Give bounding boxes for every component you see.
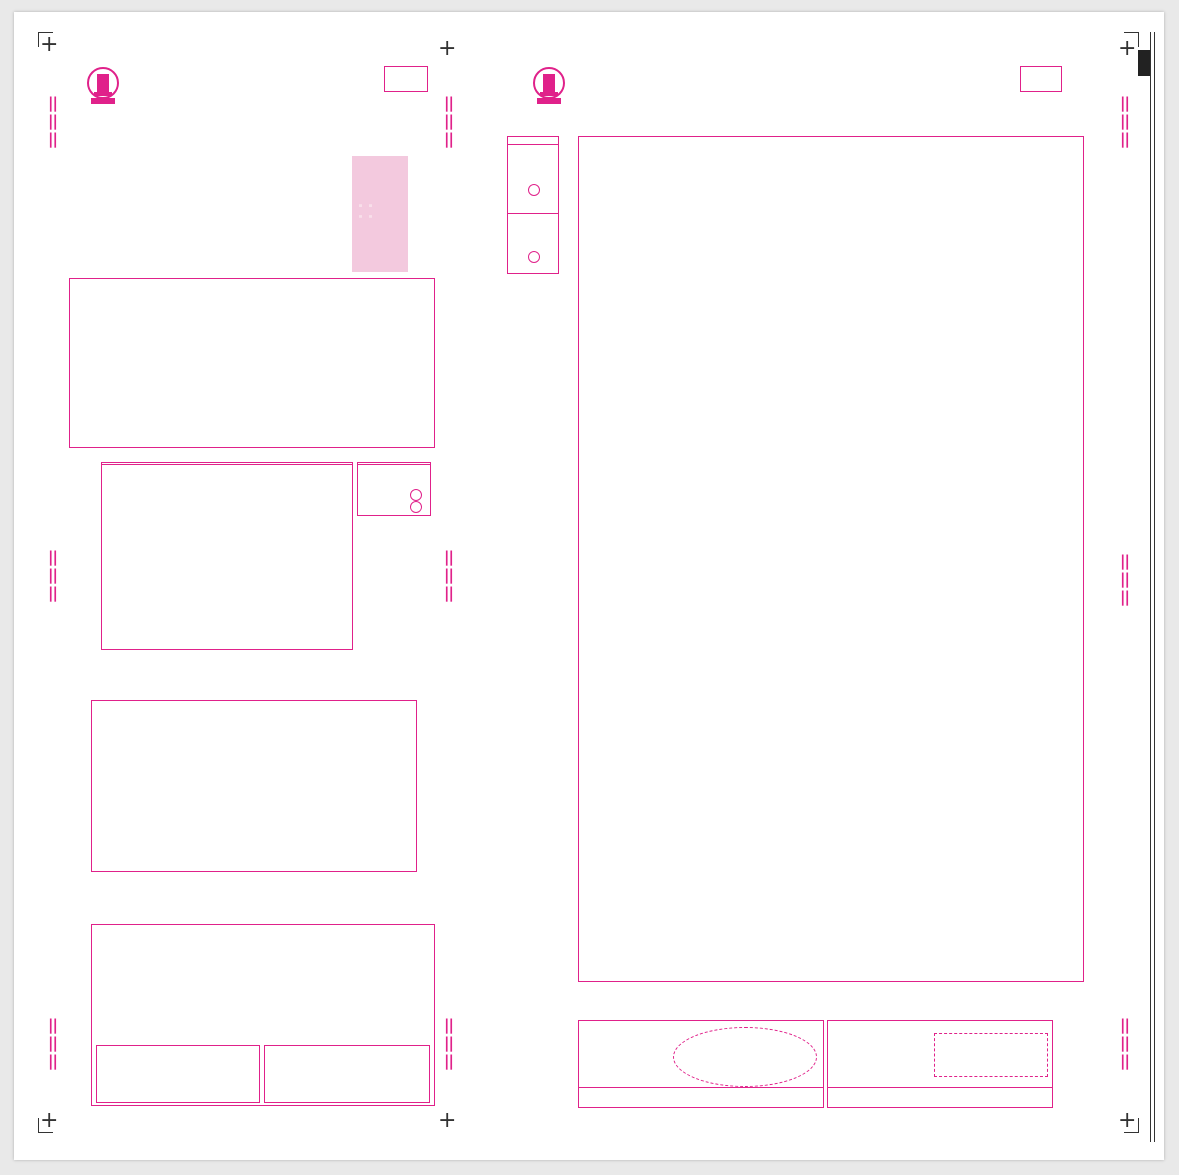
section3-grid — [91, 700, 417, 872]
absent-bubble[interactable] — [410, 501, 422, 513]
margin-bar-mark: || || || — [444, 1016, 453, 1070]
corner-frame — [1124, 1118, 1139, 1133]
question-booklet-grid — [101, 462, 353, 650]
margin-bar-mark: || || || — [444, 94, 453, 148]
thumb-footer-ta — [579, 1087, 823, 1089]
emblem — [532, 66, 566, 106]
margin-bar-mark: || || || — [48, 548, 57, 602]
right-edge-line — [1150, 32, 1151, 1142]
margin-bar-mark: || || || — [48, 94, 57, 148]
page-number-box — [1020, 66, 1062, 92]
page-number-box — [384, 66, 428, 92]
right-edge-block — [1138, 50, 1150, 76]
invigilator-signature-box[interactable] — [264, 1045, 430, 1103]
margin-bar-mark: || || || — [1120, 552, 1129, 606]
divider — [508, 213, 558, 214]
registration-mark: + — [40, 32, 59, 57]
inv-footer-ta — [828, 1087, 1052, 1089]
margin-bar-mark: || || || — [1120, 1016, 1129, 1070]
present-bubble[interactable] — [528, 184, 540, 196]
section5-title — [508, 141, 558, 145]
corner-frame — [1124, 32, 1139, 47]
registration-mark: + — [1118, 1108, 1137, 1133]
right-edge-line — [1154, 32, 1155, 1142]
candidate-details — [69, 278, 435, 448]
corner-frame — [38, 1118, 53, 1133]
registration-mark: + — [438, 36, 457, 61]
verify-sign-area[interactable] — [934, 1033, 1048, 1077]
corner-frame — [38, 32, 53, 47]
registration-mark: + — [438, 1108, 457, 1133]
registration-mark: + — [40, 1108, 59, 1133]
invigilator-certificate — [91, 924, 435, 1106]
candidate-signature-box[interactable] — [96, 1045, 260, 1103]
section5-right — [507, 136, 559, 274]
section2-head — [102, 464, 352, 465]
section5-left — [357, 462, 431, 516]
margin-bar-mark: || || || — [1120, 94, 1129, 148]
margin-bar-mark: || || || — [48, 1016, 57, 1070]
serial-number-stamp: ∷ — [352, 156, 408, 272]
invigilator-verify-box[interactable] — [827, 1020, 1053, 1108]
emblem — [86, 66, 120, 106]
omr-sheet — [14, 12, 1164, 1160]
thumb-impression-box[interactable] — [578, 1020, 824, 1108]
section5-title — [358, 464, 430, 465]
answer-grid — [578, 136, 1084, 982]
thumb-area[interactable] — [673, 1027, 817, 1087]
present-bubble[interactable] — [410, 489, 422, 501]
margin-bar-mark: || || || — [444, 548, 453, 602]
absent-bubble[interactable] — [528, 251, 540, 263]
registration-mark: + — [1118, 36, 1137, 61]
